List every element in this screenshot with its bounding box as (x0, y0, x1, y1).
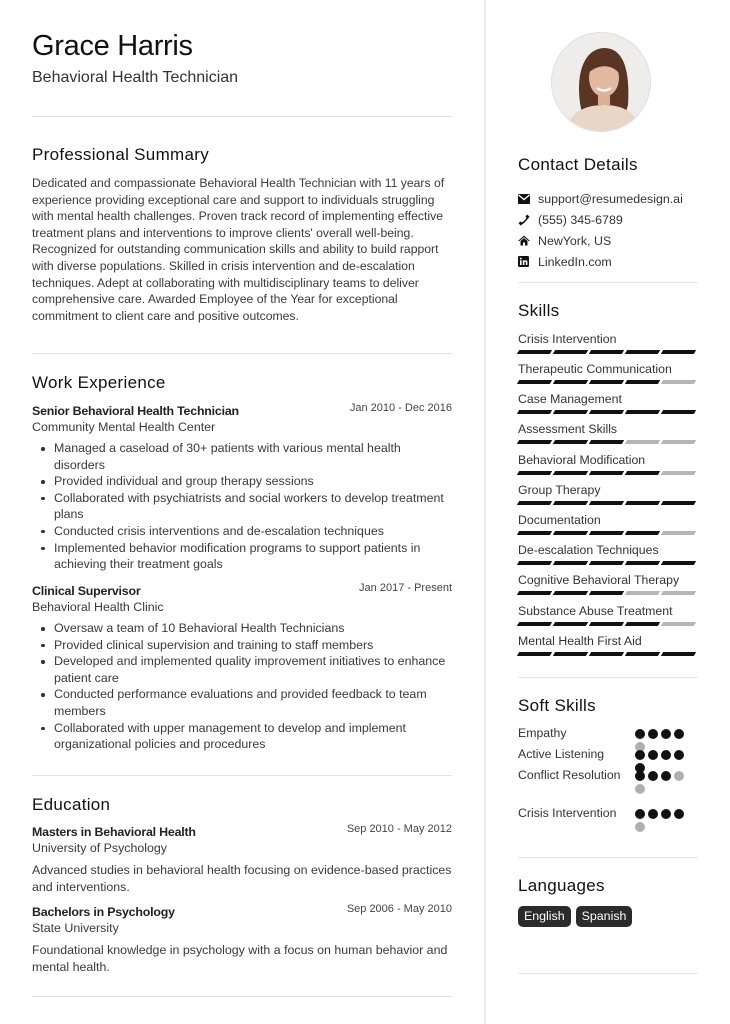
skill-level-segment (517, 622, 552, 626)
skill-level-segment (661, 501, 696, 505)
rating-dot (648, 750, 658, 760)
skill-label: Cognitive Behavioral Therapy (518, 573, 680, 587)
job-entry (32, 402, 452, 573)
job-title: Senior Behavioral Health Technician (32, 404, 239, 418)
rating-dot (674, 809, 684, 819)
rating-dot (635, 822, 645, 832)
skill-label: Group Therapy (518, 483, 601, 497)
skill-level-segment (553, 561, 588, 565)
skill-level-segment (589, 410, 624, 414)
contact-phone[interactable] (518, 209, 683, 230)
skill-label: Crisis Intervention (518, 332, 617, 346)
skill-level-segment (625, 622, 660, 626)
skill-level-bar (518, 471, 698, 475)
skill-level-segment (517, 380, 552, 384)
job-bullets (32, 440, 452, 573)
rating-dot (661, 729, 671, 739)
soft-skill-item (518, 746, 698, 763)
section-divider (518, 282, 698, 283)
skill-level-segment (625, 501, 660, 505)
skill-level-segment (517, 410, 552, 414)
contact-email-text: support@resumedesign.ai (538, 191, 683, 206)
skill-level-segment (553, 652, 588, 656)
skill-level-bar (518, 652, 698, 656)
education-dates: Sep 2006 - May 2010 (346, 903, 452, 915)
profile-photo (551, 32, 651, 132)
rating-dot (635, 750, 645, 760)
job-company: Behavioral Health Clinic (32, 600, 164, 614)
language-pill: English (518, 906, 571, 927)
job-dates: Jan 2017 - Present (359, 582, 452, 594)
skill-item (518, 512, 698, 535)
skill-level-segment (517, 591, 552, 595)
job-entry (32, 582, 452, 753)
home-icon (518, 235, 538, 246)
contact-phone-text: (555) 345-6789 (538, 212, 623, 227)
skill-label: Mental Health First Aid (518, 634, 642, 648)
rating-dot (635, 784, 645, 794)
contact-linkedin[interactable] (518, 251, 683, 272)
candidate-title: Behavioral Health Technician (32, 69, 239, 86)
section-divider (518, 857, 698, 858)
rating-dot (674, 771, 684, 781)
education-dates: Sep 2010 - May 2012 (346, 823, 452, 835)
job-bullet: Provided clinical supervision and training to staff members (32, 637, 452, 654)
skill-level-segment (589, 380, 624, 384)
soft-skills-heading: Soft Skills (518, 696, 596, 715)
skill-item (518, 421, 698, 444)
skill-level-segment (625, 561, 660, 565)
contact-email[interactable] (518, 188, 683, 209)
school-name: University of Psychology (32, 841, 167, 855)
skill-level-segment (661, 440, 696, 444)
candidate-name: Grace Harris (32, 30, 193, 62)
contact-linkedin-text: LinkedIn.com (538, 254, 612, 269)
skill-item (518, 542, 698, 565)
skill-level-segment (661, 531, 696, 535)
skill-label: Assessment Skills (518, 422, 618, 436)
skill-level-segment (517, 561, 552, 565)
envelope-icon (518, 194, 538, 204)
soft-skill-item (518, 805, 698, 822)
skill-level-segment (625, 440, 660, 444)
skill-level-segment (589, 501, 624, 505)
rating-dot (661, 809, 671, 819)
skill-level-segment (553, 622, 588, 626)
contact-location-text: NewYork, US (538, 233, 612, 248)
section-divider (518, 973, 698, 974)
skill-level-segment (589, 561, 624, 565)
skill-label: Substance Abuse Treatment (518, 604, 673, 618)
skill-item (518, 482, 698, 505)
skill-item (518, 331, 698, 354)
skill-level-segment (517, 652, 552, 656)
job-bullet: Collaborated with psychiatrists and social workers to develop treatment plans (32, 490, 452, 523)
rating-dot (648, 771, 658, 781)
skill-level-segment (553, 350, 588, 354)
skill-level-segment (661, 561, 696, 565)
job-bullet: Developed and implemented quality improvement initiatives to enhance patient care (32, 653, 452, 686)
school-name: State University (32, 921, 119, 935)
job-bullet: Provided individual and group therapy sessions (32, 473, 452, 490)
skill-level-bar (518, 501, 698, 505)
section-divider (32, 116, 452, 117)
skill-level-segment (589, 531, 624, 535)
rating-dot (635, 729, 645, 739)
skill-item (518, 361, 698, 384)
soft-skill-label: Crisis Intervention (518, 806, 617, 820)
rating-dot (635, 809, 645, 819)
skill-level-segment (517, 471, 552, 475)
skill-level-segment (661, 622, 696, 626)
job-bullet: Oversaw a team of 10 Behavioral Health Technicians (32, 620, 452, 637)
skill-level-segment (517, 501, 552, 505)
soft-skill-label: Empathy (518, 726, 567, 740)
skill-level-segment (553, 410, 588, 414)
skill-level-bar (518, 440, 698, 444)
languages-list (518, 906, 632, 927)
skill-level-segment (661, 591, 696, 595)
soft-skill-label: Conflict Resolution (518, 768, 621, 782)
skill-level-segment (553, 471, 588, 475)
job-bullet: Collaborated with upper management to develop and implement organizational policies and procedures (32, 720, 452, 753)
job-title: Clinical Supervisor (32, 584, 141, 598)
linkedin-icon (518, 256, 538, 267)
section-divider (32, 996, 452, 997)
contact-heading: Contact Details (518, 155, 638, 174)
person-portrait-icon (552, 33, 651, 132)
rating-dot (648, 809, 658, 819)
skill-level-segment (553, 380, 588, 384)
skill-label: Behavioral Modification (518, 453, 646, 467)
education-entry (32, 903, 452, 975)
skill-level-segment (625, 410, 660, 414)
skill-level-segment (517, 350, 552, 354)
skill-label: Documentation (518, 513, 601, 527)
rating-dot (661, 771, 671, 781)
rating-dot (635, 771, 645, 781)
skill-level-segment (589, 350, 624, 354)
experience-heading: Work Experience (32, 373, 166, 392)
soft-skill-item (518, 725, 698, 742)
skill-level-segment (553, 591, 588, 595)
skill-level-segment (625, 591, 660, 595)
skill-level-bar (518, 591, 698, 595)
soft-skill-rating (635, 809, 685, 832)
education-description: Foundational knowledge in psychology with a focus on human behavior and mental health. (32, 943, 448, 974)
skill-level-segment (553, 531, 588, 535)
skill-level-segment (589, 440, 624, 444)
summary-heading: Professional Summary (32, 145, 210, 164)
skill-level-segment (661, 410, 696, 414)
job-bullet: Conducted crisis interventions and de-escalation techniques (32, 523, 452, 540)
education-description: Advanced studies in behavioral health focusing on evidence-based practices and interventions. (32, 863, 452, 894)
soft-skill-label: Active Listening (518, 747, 605, 761)
skill-item (518, 572, 698, 595)
skill-level-segment (589, 652, 624, 656)
skill-level-segment (517, 440, 552, 444)
skill-level-segment (661, 380, 696, 384)
skill-label: De-escalation Techniques (518, 543, 659, 557)
languages-heading: Languages (518, 876, 605, 895)
rating-dot (674, 729, 684, 739)
job-bullet: Managed a caseload of 30+ patients with various mental health disorders (32, 440, 452, 473)
section-divider (32, 353, 452, 354)
skill-item (518, 603, 698, 626)
job-bullet: Implemented behavior modification programs to support patients in achieving their treatment goals (32, 540, 452, 573)
rating-dot (661, 750, 671, 760)
section-divider (518, 677, 698, 678)
skill-item (518, 391, 698, 414)
job-bullets (32, 620, 452, 753)
skill-level-bar (518, 622, 698, 626)
skill-level-segment (625, 531, 660, 535)
skill-level-segment (553, 501, 588, 505)
skill-level-bar (518, 531, 698, 535)
skill-level-segment (625, 652, 660, 656)
soft-skill-item (518, 767, 698, 784)
job-company: Community Mental Health Center (32, 420, 216, 434)
job-dates: Jan 2010 - Dec 2016 (349, 402, 452, 414)
contact-location (518, 230, 683, 251)
rating-dot (648, 729, 658, 739)
skill-level-segment (553, 440, 588, 444)
section-divider (32, 775, 452, 776)
skill-item (518, 452, 698, 475)
degree-title: Bachelors in Psychology (32, 905, 175, 919)
skill-level-segment (589, 471, 624, 475)
summary-text: Dedicated and compassionate Behavioral Health Technician with 11 years of experience providing exceptional care and support to individuals struggling with mental health challenges. Proven track record of implementing effective treatment plans and interventions to improve clients' overall well-being. Recognized for outstanding communication skills and ability to build rapport with diverse populations. Skilled in crisis intervention and de-escalation techniques. Adept at collaborating with multidisciplinary teams to deliver comprehensive care. Awarded Employee of the Year for exceptional commitment to client care and positive outcomes. (32, 176, 445, 323)
skill-level-bar (518, 380, 698, 384)
skill-label: Therapeutic Communication (518, 362, 672, 376)
skill-level-segment (589, 622, 624, 626)
skill-level-bar (518, 410, 698, 414)
language-pill: Spanish (576, 906, 633, 927)
skill-level-bar (518, 561, 698, 565)
skill-level-segment (589, 591, 624, 595)
skill-level-segment (661, 471, 696, 475)
skill-level-segment (517, 531, 552, 535)
skill-item (518, 633, 698, 656)
skill-level-bar (518, 350, 698, 354)
education-heading: Education (32, 795, 111, 814)
job-bullet: Conducted performance evaluations and provided feedback to team members (32, 686, 452, 719)
rating-dot (674, 750, 684, 760)
column-divider (484, 0, 486, 1024)
skill-level-segment (661, 652, 696, 656)
skill-level-segment (625, 350, 660, 354)
degree-title: Masters in Behavioral Health (32, 825, 196, 839)
skill-level-segment (625, 471, 660, 475)
phone-icon (518, 214, 538, 226)
soft-skill-rating (635, 771, 685, 794)
skill-level-segment (661, 350, 696, 354)
skill-label: Case Management (518, 392, 622, 406)
contact-list (518, 188, 683, 272)
education-entry (32, 823, 452, 895)
skill-level-segment (625, 380, 660, 384)
skills-heading: Skills (518, 301, 560, 320)
